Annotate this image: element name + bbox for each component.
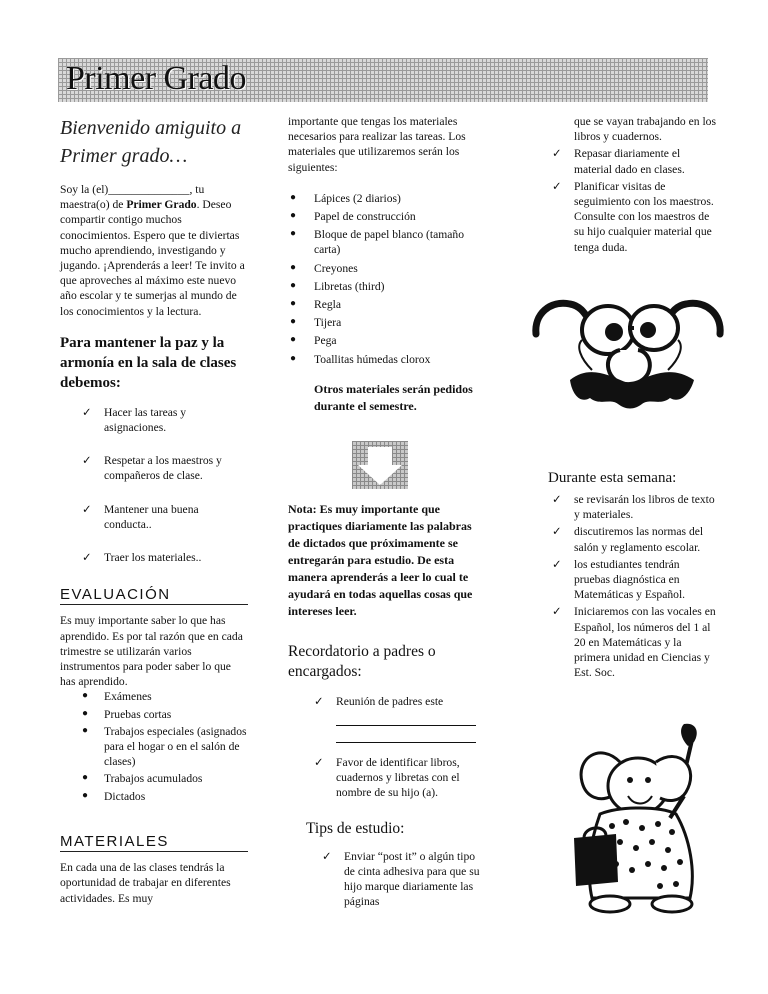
column-middle [288,114,483,927]
list-item [60,789,248,804]
check-icon: ✓ [552,147,562,161]
list-item [288,352,483,367]
list-item [548,114,716,144]
materials-text: En cada una de las clases tendrás la oportunidad de trabajar en diferentes actividades. Es muy [60,861,231,905]
list-item [60,724,248,770]
list-item-text: Traer los materiales.. [104,551,202,565]
bullet-icon: ● [82,707,89,719]
list-item [288,297,483,312]
list-item [288,279,483,294]
list-item-text: se revisarán los libros de texto y materiales. [574,493,715,522]
welcome-heading: Bienvenido amiguito a Primer grado… [60,117,242,167]
list-item-text: Iniciaremos con las vocales en Español, los números del 1 al 20 en Matemáticas y la primera unidad en Ciencias y Est. Soc. [574,605,716,680]
list-item-text: Dictados [104,789,146,803]
column-right [548,114,716,257]
list-item-text: Creyones [314,261,358,275]
check-icon: ✓ [82,551,92,565]
list-item [288,227,483,257]
bullet-icon: ● [290,210,297,222]
check-icon: ✓ [314,756,324,770]
check-icon: ✓ [82,454,92,468]
list-item [60,771,248,786]
reminder-heading: Recordatorio a padres o encargados: [288,642,436,680]
evaluation-heading: EVALUACIÓN [60,587,248,605]
list-item [288,191,483,206]
list-item-text: Toallitas húmedas clorox [314,352,431,366]
list-item-text: discutiremos las normas del salón y reglamento escolar. [574,525,704,554]
list-item [60,453,248,483]
list-item-text: Bloque de papel blanco (tamaño carta) [314,228,465,257]
list-item-text: Trabajos especiales (asignados para el hogar o en el salón de clases) [104,724,247,769]
list-item [60,502,248,532]
column-left [60,114,248,906]
reminder-list [288,694,483,709]
list-item [288,209,483,224]
materials-list [288,191,483,367]
bullet-icon: ● [82,724,89,736]
check-icon: ✓ [82,405,92,419]
peace-heading: Para mantener la paz y la armonía en la sala de clases debemos: [60,334,237,391]
list-item [288,849,483,910]
bullet-icon: ● [290,228,297,240]
bullet-icon: ● [82,772,89,784]
list-item [288,755,483,801]
week-heading: Durante esta semana: [548,470,677,486]
check-icon: ✓ [552,557,562,571]
list-item-text: Trabajos acumulados [104,772,203,786]
title-banner [58,58,708,102]
list-item-text: Enviar “post it” o algún tipo de cinta adhesiva para que su hijo marque diariamente las páginas [344,849,480,909]
list-item [60,405,248,435]
list-item-text: Respetar a los maestros y compañeros de clase. [104,454,222,483]
elephant-painter-illustration [560,722,720,918]
list-item [60,689,248,704]
list-item-text: Libretas (third) [314,279,385,293]
check-icon: ✓ [552,179,562,193]
list-item [288,694,483,709]
week-section [548,468,716,682]
glasses-mustache-illustration [530,294,726,414]
bullet-icon: ● [290,279,297,291]
list-item-text: Favor de identificar libros, cuadernos y libretas con el nombre de su hijo (a). [336,756,460,800]
check-icon: ✓ [552,493,562,506]
list-item-text: Tijera [314,316,342,330]
list-item-text: Reunión de padres este [336,694,444,708]
list-item [288,333,483,348]
list-item-text: los estudiantes tendrán pruebas diagnóstica en Matemáticas y Español. [574,557,686,602]
week-list [548,492,716,680]
list-item [548,604,716,680]
list-item-text: que se vayan trabajando en los libros y cuadernos. [574,115,716,144]
tips-continued-list [548,114,716,255]
reminder-list-2 [288,755,483,801]
list-item-text: Pruebas cortas [104,707,172,721]
list-item [548,492,716,522]
peace-list [60,405,248,565]
check-icon: ✓ [552,605,562,619]
down-arrow-icon [352,441,408,489]
down-arrow-icon-shape [352,441,408,489]
check-icon: ✓ [322,849,332,863]
check-icon: ✓ [552,525,562,539]
list-item-text: Regla [314,298,342,312]
list-item [60,707,248,722]
list-item-text: Planificar visitas de seguimiento con los maestros. Consulte con los maestros de su hijo cualquier material que tenga duda. [574,179,714,254]
bullet-icon: ● [290,352,297,364]
dictation-note: Nota: Es muy importante que practiques diariamente las palabras de dictados que próximamente se entregarán para estudio. De esta manera aprenderás a leer lo cual te ayudará en todas aquellas cosas que intereses leer. [288,501,473,618]
check-icon: ✓ [82,502,92,516]
bullet-icon: ● [290,298,297,310]
list-item-text: Hacer las tareas y asignaciones. [104,405,187,435]
intro-text-a: Soy la (el)______________, tu maestra(o) de [60,183,205,212]
list-item-text: Lápices (2 diarios) [314,191,401,205]
bullet-icon: ● [290,261,297,273]
list-item [548,179,716,255]
bullet-icon: ● [82,789,89,801]
intro-paragraph [60,182,248,319]
list-item [288,315,483,330]
check-icon: ✓ [314,694,324,708]
materials-continued-text: importante que tengas los materiales necesarios para realizar las tareas. Los materiales que utilizaremos serán los siguientes: [288,115,466,174]
list-item-text: Mantener una buena conducta.. [104,502,199,531]
list-item [548,557,716,603]
bullet-icon: ● [82,690,89,702]
list-item-text: Pega [314,334,337,348]
materials-heading: MATERIALES [60,834,248,852]
intro-text-bold: Primer Grado [126,198,197,212]
bullet-icon: ● [290,316,297,328]
list-item-text: Papel de construcción [314,210,416,224]
bullet-icon: ● [290,191,297,203]
blank-line-field[interactable] [336,730,476,743]
list-item [60,550,248,565]
list-item-text: Exámenes [104,690,152,704]
evaluation-text: Es muy importante saber lo que has aprendido. Es por tal razón que en cada trimestre se utilizarán varios instrumentos para poder saber lo que has aprendido. [60,614,243,689]
tips-heading: Tips de estudio: [306,819,405,837]
page-title: Primer Grado [66,60,247,97]
evaluation-list [60,689,248,803]
list-item [548,524,716,554]
bullet-icon: ● [290,334,297,346]
intro-text-c: . Deseo compartir contigo muchos conocimientos. Espero que te diviertas mucho aprendiendo, investigando y jugando. ¡Aprenderás a leer! Te invito a que aproveches al máximo este nuevo año escolar y te sumerjas al mundo de los conocimientos y la lectura. [60,198,245,318]
blank-line-field[interactable] [336,713,476,726]
list-item [548,146,716,176]
list-item-text: Repasar diariamente el material dado en clases. [574,147,685,176]
other-materials-note: Otros materiales serán pedidos durante el semestre. [314,381,473,413]
list-item [288,261,483,276]
tips-list [288,849,483,910]
